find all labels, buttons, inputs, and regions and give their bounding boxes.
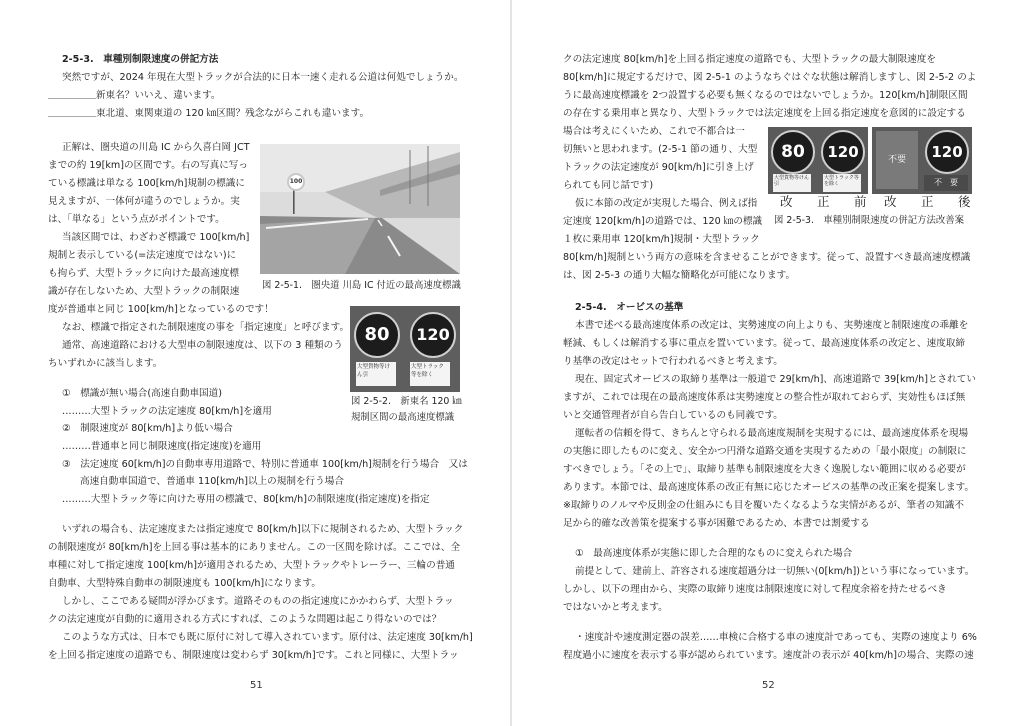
paragraph-line: ちいずれかに該当します。 bbox=[48, 358, 163, 369]
page-number: 52 bbox=[762, 680, 775, 691]
paragraph-line: ＿＿＿＿＿新東名？いいえ、違います。 bbox=[48, 90, 221, 101]
paragraph-line: しかし、以下の理由から、実際の取締り速度は制限速度に対して程度余裕を持たせるべき bbox=[563, 584, 947, 595]
paragraph-line: 当該区間では、わざわざ標識で 100[km/h] bbox=[62, 232, 250, 243]
speed-limit-100-sign: 100 bbox=[287, 173, 305, 191]
paragraph-line: 場合は考えにくいため、これで不都合は一 bbox=[563, 126, 745, 137]
figure-2-5-3-before bbox=[768, 127, 868, 194]
bullet-line: ・速度計や速度測定器の誤差……車検に合格する車の速度計であっても、実際の速度より 6% bbox=[575, 632, 977, 643]
figure-2-5-3-before-label: 改 正 前 bbox=[780, 194, 873, 209]
supplementary-plate-truck: 大型貨物等けん引 bbox=[356, 362, 396, 386]
removed-sign-panel: 不要 bbox=[876, 131, 918, 189]
paragraph-line: 自動車、大型特殊自動車の制限速度も 100[km/h]になります。 bbox=[48, 578, 321, 589]
section-heading-2-5-4: 2-5-4. オービスの基準 bbox=[575, 302, 684, 313]
supplementary-plate-truck: 大型貨物等けん引 bbox=[773, 174, 811, 192]
paragraph-line: 本書で述べる最高速度体系の改定は、実勢速度の向上よりも、実勢速度と制限速度の乖離を bbox=[575, 320, 969, 331]
paragraph-line: り基準の改定はセットで行われるべきと考えます。 bbox=[563, 356, 783, 367]
list-item-detail: ………普通車と同じ制限速度(指定速度)を適用 bbox=[62, 441, 262, 452]
figure-2-5-2-caption-line1: 図 2-5-2. 新東名 120 ㎞ bbox=[351, 396, 462, 407]
paragraph-line: の実態に即したものに変え、安全かつ円滑な道路交通を実現するための「最小限度」の制限に bbox=[563, 446, 967, 457]
paragraph-line: １枚に乗用車 120[km/h]規制・大型トラック bbox=[563, 234, 760, 245]
paragraph-line: 見えますが、一体何が違うのでしょうか。実 bbox=[48, 196, 240, 207]
paragraph-line: 通常、高速道路における大型車の制限速度は、以下の 3 種類のう bbox=[62, 340, 343, 351]
paragraph-line: 運転者の信頼を得て、きちんと守られる最高速度規制を実現するには、最高速度体系を現場 bbox=[575, 428, 969, 439]
paragraph-line: いずれの場合も、法定速度または指定速度で 80[km/h]以下に規制されるため、大型トラック bbox=[62, 524, 464, 535]
list-item-continuation: 高速自動車国道で、普通車 110[km/h]以上の規制を行う場合 bbox=[80, 476, 344, 487]
paragraph-line: ではないかと考えます。 bbox=[563, 602, 668, 613]
paragraph-line: 正解は、圏央道の川島 IC から久喜白岡 JCT bbox=[62, 142, 250, 153]
speed-limit-80-sign: 80 bbox=[354, 312, 400, 358]
paragraph-line: 程度過小に速度を表示する事が認められています。速度計の表示が 40[km/h]の場合、実際の速 bbox=[563, 650, 974, 661]
paragraph-line: ＿＿＿＿＿東北道、東関東道の 120 ㎞区間？残念ながらこれも違います。 bbox=[48, 108, 370, 119]
figure-2-5-1-photo bbox=[260, 144, 460, 274]
figure-2-5-3-after bbox=[872, 127, 972, 194]
speed-limit-120-sign: 120 bbox=[410, 312, 456, 358]
list-item-detail: ………大型トラック等に向けた専用の標識で、80[km/h]の制限速度(指定速度)を指定 bbox=[62, 494, 430, 505]
paragraph-line: 規制と表示している(=法定速度ではない)に bbox=[48, 250, 237, 261]
paragraph-line: 識が存在しないため、大型トラックの制限速 bbox=[48, 286, 240, 297]
paragraph-line: 現在、固定式オービスの取締り基準は一般道で 29[km/h]、高速道路で 39[km/h]とされてい bbox=[575, 374, 976, 385]
note-line: ※取締りのノルマや反則金の仕組みにも目を覆いたくなるような実情があるが、筆者の知識不 bbox=[563, 500, 964, 511]
highway-photo bbox=[260, 144, 460, 274]
paragraph-line: トラックの法定速度が 90[km/h]に引き上げ bbox=[563, 162, 754, 173]
paragraph-line: いと交通管理者が自ら告白しているのも同義です。 bbox=[563, 410, 783, 421]
speed-limit-120-sign: 120 bbox=[821, 130, 865, 174]
list-item: ③ 法定速度 60[km/h]の自動車専用道路で、特別に普通車 100[km/h]規制を行う場合 又は bbox=[62, 459, 468, 470]
figure-2-5-3-caption: 図 2-5-3. 車種別制限速度の併記方法改善案 bbox=[774, 215, 964, 226]
paragraph-line: も拘らず、大型トラックに向けた最高速度標 bbox=[48, 268, 239, 279]
paragraph-line: 仮に本節の改定が実現した場合、例えば指 bbox=[575, 198, 758, 209]
paragraph-line: までの約 19[km]の区間です。右の写真に写っ bbox=[48, 160, 248, 171]
paragraph-line: なお、標識で指定された制限速度の事を「指定速度」と呼びます。 bbox=[62, 322, 350, 333]
speed-limit-120-sign: 120 bbox=[925, 130, 969, 174]
paragraph-line: しかし、ここである疑問が浮かびます。道路そのものの指定速度にかかわらず、大型トラッ bbox=[62, 596, 454, 607]
figure-2-5-2-caption-line2: 規制区間の最高速度標識 bbox=[351, 412, 455, 423]
speed-limit-80-sign: 80 bbox=[771, 130, 815, 174]
page-52 bbox=[512, 0, 1024, 726]
paragraph-line: 80[km/h]に規定するだけで、図 2-5-1 のようなちぐはぐな状態は解消しますし、図 2-5-2 のよ bbox=[563, 72, 977, 83]
figure-2-5-2-photo bbox=[350, 306, 460, 392]
paragraph-line: 突然ですが、2024 年現在大型トラックが合法的に日本一速く走れる公道は何処でしょうか。 bbox=[62, 72, 464, 83]
paragraph-line: は、図 2-5-3 の通り大幅な簡略化が可能になります。 bbox=[563, 270, 796, 281]
paragraph-line: クの法定速度 80[km/h]を上回る指定速度の道路でも、大型トラックの最大制限速度を bbox=[563, 54, 936, 65]
supplementary-plate-trailer: 大型トラック等を除く bbox=[823, 174, 861, 192]
paragraph-line: 定速度 120[km/h]の道路では、120 ㎞の標識 bbox=[563, 216, 763, 227]
figure-2-5-3-after-label: 改 正 後 bbox=[884, 194, 977, 209]
list-item: ① 標識が無い場合(高速自動車国道) bbox=[62, 388, 222, 399]
paragraph-line: 車種に対して指定速度 100[km/h]が適用されるため、大型トラックやトレーラー、三輪の普通 bbox=[48, 560, 455, 571]
section-heading-2-5-3: 2-5-3. 車種別制限速度の併記方法 bbox=[62, 54, 219, 65]
paragraph-line: このような方式は、日本でも既に原付に対して導入されています。原付は、法定速度 30[km/h] bbox=[62, 632, 473, 643]
paragraph-line: ている標識は単なる 100[km/h]規制の標識に bbox=[48, 178, 245, 189]
list-item: ① 最高速度体系が実態に即した合理的なものに変えられた場合 bbox=[575, 548, 853, 559]
paragraph-line: 度が普通車と同じ 100[km/h]となっているのです！ bbox=[48, 304, 274, 315]
paragraph-line: うに最高速度標識を 2つ設置する必要も無くなるのではないでしょうか。120[km/h]制限区間 bbox=[563, 90, 968, 101]
list-item: ② 制限速度が 80[km/h]より低い場合 bbox=[62, 423, 233, 434]
paragraph-line: 80[km/h]規制という両方の意味を含ませることができます。従って、設置すべき最高速度標識 bbox=[563, 252, 971, 263]
supplementary-plate-trailer: 大型トラック等を除く bbox=[410, 362, 450, 386]
paragraph-line: は、「単なる」という点がポイントです。 bbox=[48, 214, 225, 225]
paragraph-line: られても同じ話です) bbox=[563, 180, 654, 191]
paragraph-line: 前提として、建前上、許容される速度超過分は一切無い(0[km/h])という事になっています。 bbox=[575, 566, 975, 577]
paragraph-line: あります。本節では、最高速度体系の改正有無に応じたオービスの基準の改正案を提案します。 bbox=[563, 482, 974, 493]
paragraph-line: を上回る指定速度の道路でも、制限速度は変わらず 30[km/h]です。これと同様に、大型トラッ bbox=[48, 650, 459, 661]
figure-2-5-1-caption: 図 2-5-1. 圏央道 川島 IC 付近の最高速度標識 bbox=[262, 280, 461, 291]
removed-plate-label: 不 要 bbox=[924, 175, 968, 191]
list-item-detail: ………大型トラックの法定速度 80[km/h]を適用 bbox=[62, 406, 272, 417]
note-line: 足から的確な改善策を提案する事が困難であるため、本書では割愛する bbox=[563, 518, 870, 529]
paragraph-line: の制限速度が 80[km/h]を上回る事は基本的にありません。この一区間を除けば。ここでは、全 bbox=[48, 542, 461, 553]
paragraph-line: すべきでしょう。「その上で」、取締り基準も制限速度を大きく逸脱しない範囲に収める必要が bbox=[563, 464, 966, 475]
paragraph-line: ますが、これでは現在の最高速度体系は実勢速度との整合性が取れておらず、実効性もほぼ無 bbox=[563, 392, 966, 403]
paragraph-line: の存在する乗用車と異なり、大型トラックでは法定速度を上回る指定速度を意図的に設定する bbox=[563, 108, 966, 119]
paragraph-line: 軽減、もしくは解消する事に重点を置いています。従って、最高速度体系の改定と、速度取締 bbox=[563, 338, 965, 349]
paragraph-line: 切無いと思われます。(2-5-1 節の通り、大型 bbox=[563, 144, 758, 155]
paragraph-line: クの法定速度が自動的に適用される方式にすれば、このような問題は起こり得ないのでは？ bbox=[48, 614, 442, 625]
page-51 bbox=[0, 0, 510, 726]
page-number: 51 bbox=[250, 680, 263, 691]
